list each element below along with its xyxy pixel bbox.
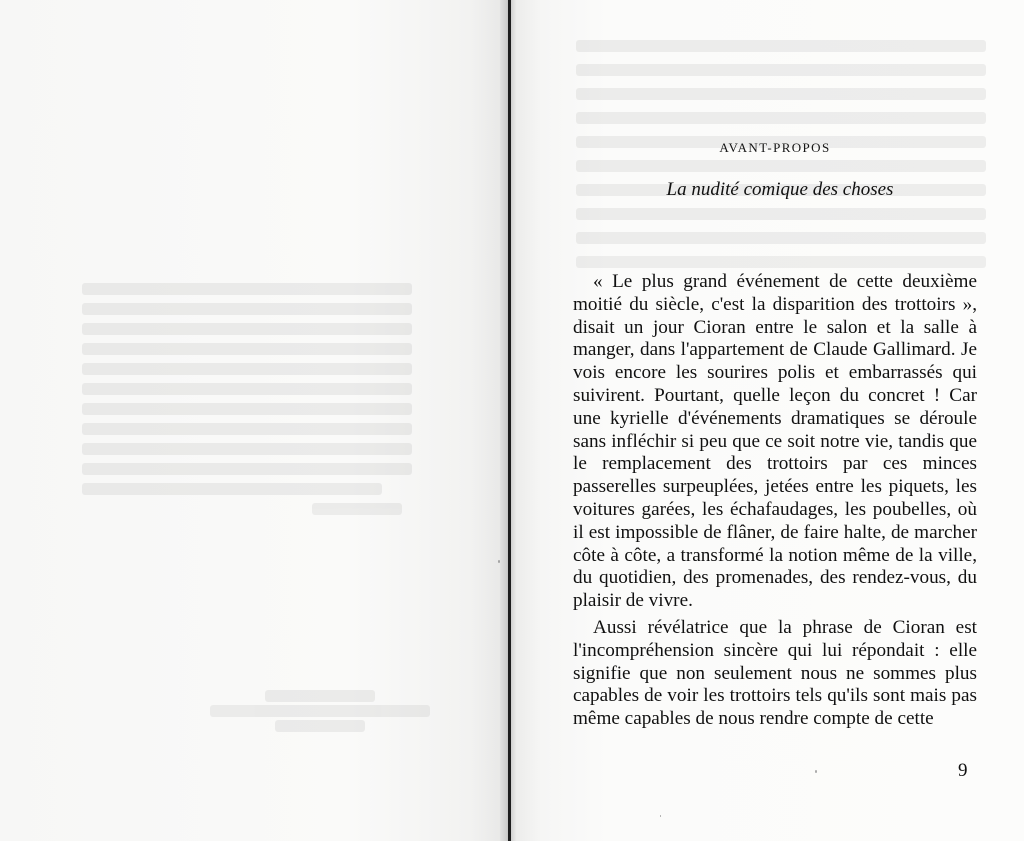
body-text: [573, 271, 977, 731]
chapter-title: La nudité comique des choses: [666, 179, 894, 200]
paragraph: Aussi révélatrice que la phrase de Cioran est l'incompréhension sincère qui lui répondait : elle signifie que non seulement nous ne sommes plus capables de voir les trottoirs tels qu'ils sont mais pas même capables de nous rendre compte de cette: [573, 616, 977, 730]
bleed-through-block: [82, 283, 412, 523]
page-number: 9: [958, 760, 968, 781]
paragraph: « Le plus grand événement de cette deuxième moitié du siècle, c'est la disparition des trottoirs », disait un jour Cioran entre le salon et la salle à manger, dans l'appartement de Claude Gallimard. Je vois encore les sourires polis et embarrassés qui suivirent. Pourtant, quelle leçon du concret ! Car une kyrielle d'événements dramatiques se déroule sans infléchir si peu que ce soit notre vie, tandis que le remplacement des trottoirs par ces minces passerelles surpeuplées, jetées entre les piquets, les voitures garées, les échafaudages, les poubelles, où il est impossible de flâner, de faire halte, de marcher côte à côte, a transformé la notion même de la ville, du quotidien, des promenades, des rendez-vous, du plaisir de vivre.: [573, 271, 977, 612]
spine-line: [508, 0, 511, 841]
bleed-through-block: [576, 40, 986, 290]
left-page-blank: [0, 0, 500, 841]
section-heading: AVANT-PROPOS: [719, 140, 831, 155]
bleed-through-block: [210, 690, 430, 730]
